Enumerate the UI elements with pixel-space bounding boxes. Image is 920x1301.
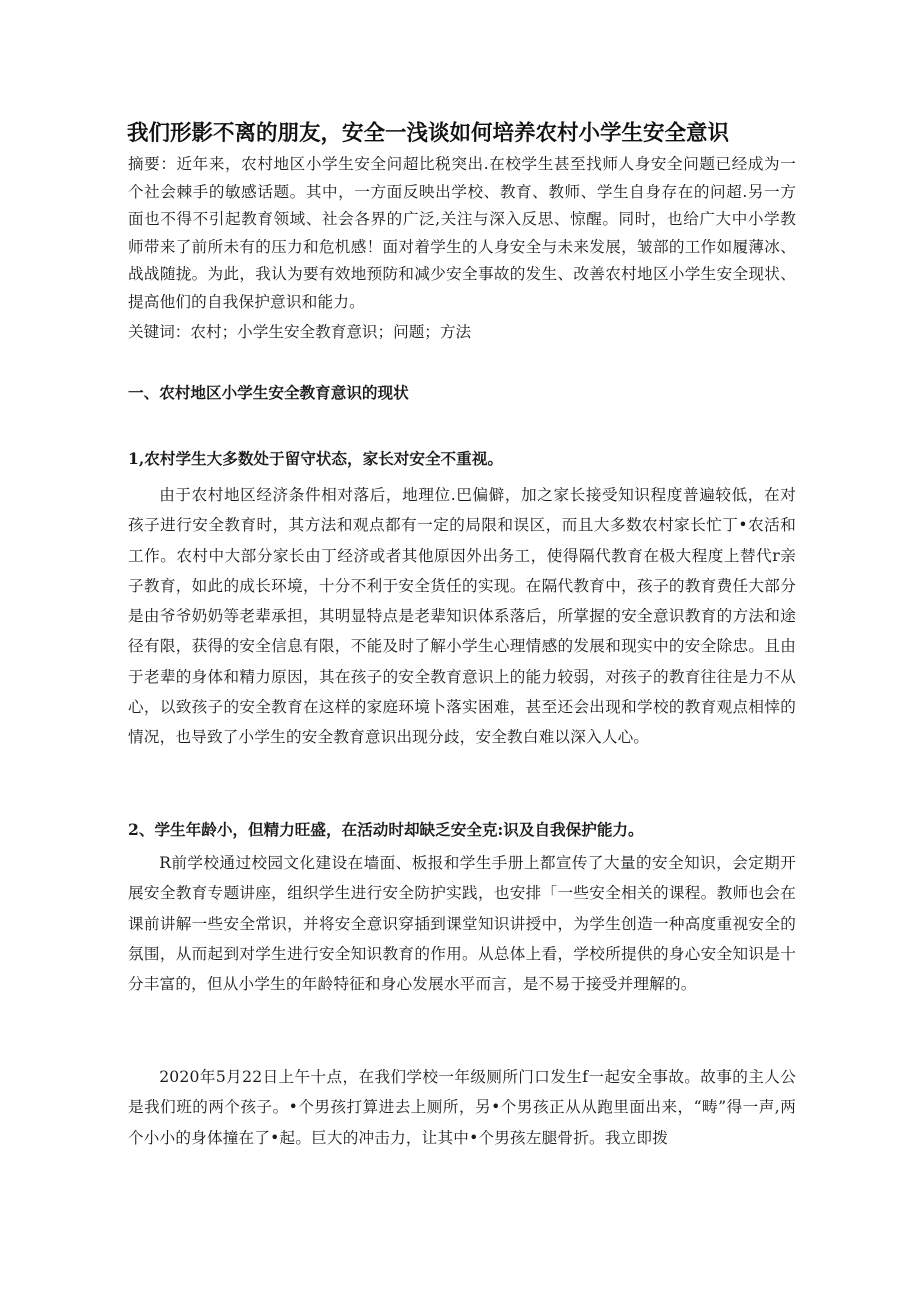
keywords-line: 关键词：农村；小学生安全教育意识；问题；方法 [128,323,472,341]
body-paragraph-2: R前学校通过校园文化建设在墙面、板报和学生手册上都宣传了大量的安全知识，会定期开展安全教育专题讲座，组织学生进行安全防护实践，也安排「一些安全相关的课程。教师也会在课前讲解一些安全常识，并将安全意识穿插到课堂知识讲授中，为学生创造一种高度重视安全的氛围，从而起到对学生进行安全知识教育的作用。从总体上看，学校所提供的身心安全知识是十分丰富的，但从小学生的年龄特征和身心发展水平而言，是不易于接受并理解的。 [128,854,796,994]
subheading-2: 2、学生年龄小，但精力旺盛，在活动时却缺乏安全克:识及自我保护能力。 [128,820,644,839]
body-paragraph-1: 由于农村地区经济条件相对落后，地理位.巴偏僻，加之家长接受知识程度普遍较低，在对孩子进行安全教育时，其方法和观点都有一定的局限和误区，而且大多数农村家长忙丁•农活和工作。农村中大部分家长由丁经济或者其他原因外出务工，使得隔代教育在极大程度上替代r亲子教育，如此的成长环境，十分不利于安全货任的实现。在隔代教育中，孩子的教育费任大部分是由爷爷奶奶等老辈承担，其明显特点是老辈知识体系落后，所掌握的安全意识教育的方法和途径有限，获得的安全信息有限，不能及时了解小学生心理情感的发展和现实中的安全除忠。且由于老辈的身体和精力原因，其在孩子的安全教育意识上的能力较弱，对孩子的教育往往是力不从心，以致孩子的安全教育在这样的家庭环境卜落实困难，甚至还会出现和学校的教育观点相悻的情况，也导致了小学生的安全教育意识出现分歧，安全教白难以深入人心。 [128,486,796,747]
body-paragraph-3: 2020年5月22日上午十点，在我们学校一年级厕所门口发生f一起安全事故。故事的主人公是我们班的两个孩子。•个男孩打算进去上厕所，另•个男孩正从从跑里面出来，“畴”得一声,两个小小的身体撞在了•起。巨大的冲击力，让其中•个男孩左腿骨折。我立即拨 [128,1068,796,1147]
section-heading: 一、农村地区小学生安全教育意识的现状 [128,383,409,402]
abstract-paragraph: 摘要：近年来，农村地区小学生安全问超比税突出.在校学生甚至找师人身安全问题已经成为一个社会棘手的敏感话题。其中，一方面反映出学校、教育、教师、学生自身存在的问超.另一方面也不得不引起教育领域、社会各界的广泛,关注与深入反思、惊醒。同时，也给广大中小学教师带来了前所未有的压力和危机感！面对着学生的人身安全与未来发展，皱部的工作如履薄冰、战战随拢。为此，我认为要有效地预防和减少安全事故的发生、改善农村地区小学生安全现状、提高他们的自我保护意识和能力。 [128,155,796,311]
subheading-1: 1,农村学生大多数处于留守状态，家长对安全不重视。 [128,449,503,468]
document-title: 我们形影不离的朋友，安全一浅谈如何培养农村小学生安全意识 [127,121,730,146]
